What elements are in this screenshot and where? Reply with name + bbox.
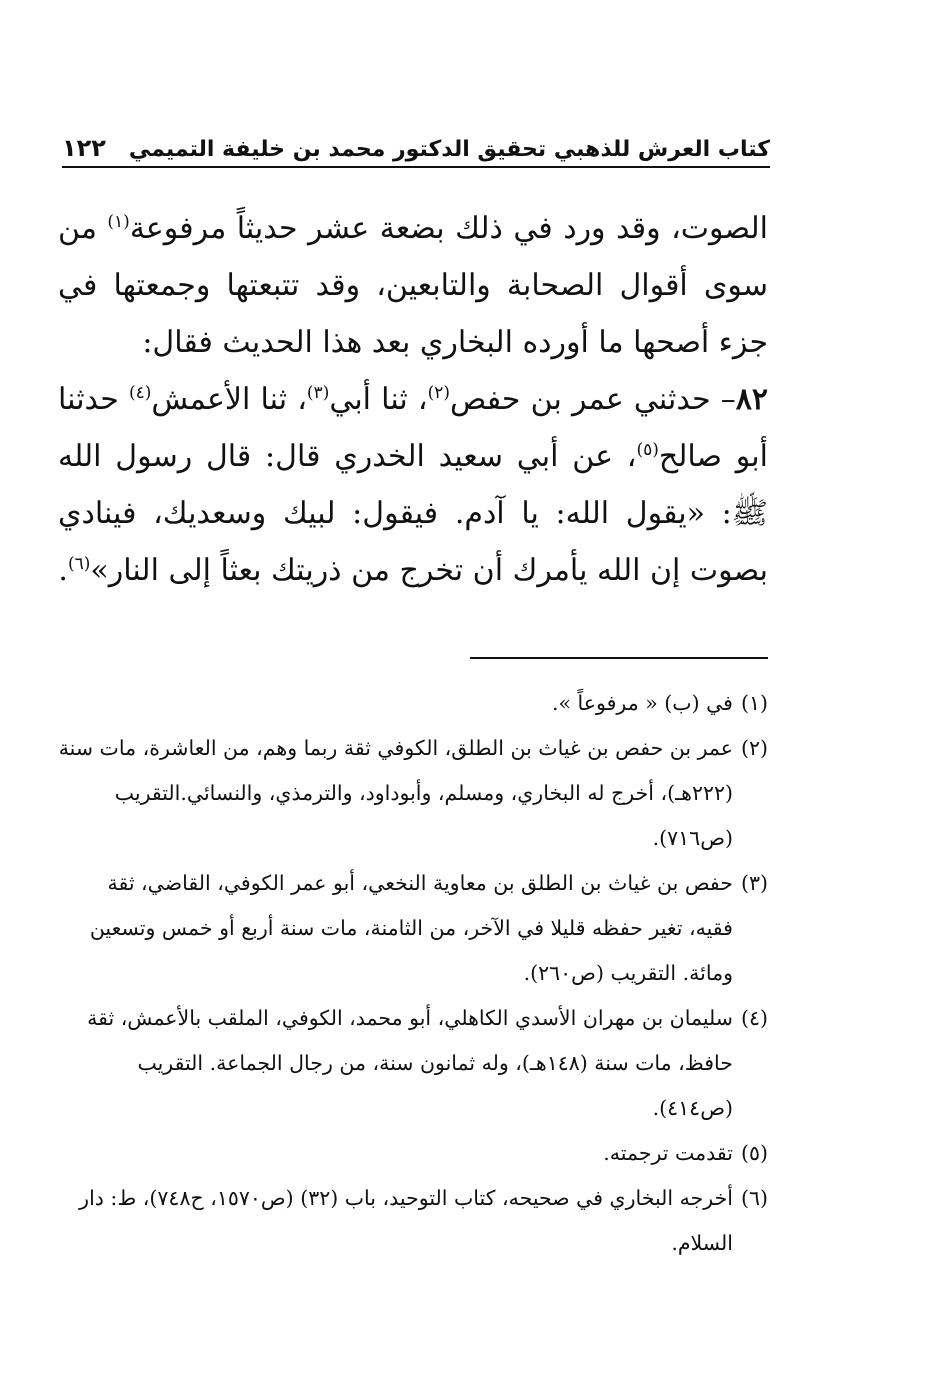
footnote-ref: (٢) xyxy=(427,383,450,403)
footnote-text: أخرجه البخاري في صحيحه، كتاب التوحيد، باب (٣٢) (ص١٥٧٠، ح٧٤٨)، ط: دار السلام. xyxy=(79,1186,733,1255)
intro-paragraph xyxy=(58,200,768,371)
hadith-text: – حدثني عمر بن حفص xyxy=(449,382,736,417)
footnote-separator xyxy=(470,657,768,659)
footnote-number: (٣) xyxy=(740,871,768,895)
footnote-item xyxy=(58,681,768,726)
main-text xyxy=(58,200,768,599)
footnote-number: (٤) xyxy=(740,1006,768,1030)
footnote-number: (٢) xyxy=(740,736,768,760)
footnote-text: حفص بن غياث بن الطلق بن معاوية النخعي، أبو عمر الكوفي، القاضي، ثقة فقيه، تغير حفظه قليلا في الآخر، من الثامنة، مات سنة أربع أو خمس وتسعين ومائة. التقريب (ص٢٦٠). xyxy=(89,871,733,985)
footnote-number: (١) xyxy=(740,691,768,715)
footnote-ref: (٥) xyxy=(636,440,659,460)
footnote-text: سليمان بن مهران الأسدي الكاهلي، أبو محمد، الكوفي، الملقب بالأعمش، ثقة حافظ، مات سنة (١٤٨هـ)، وله ثمانون سنة، من رجال الجماعة. التقريب (ص٤١٤). xyxy=(87,1006,733,1120)
footnote-number: (٦) xyxy=(740,1186,768,1210)
hadith-number: ٨٢ xyxy=(735,382,768,417)
footnote-item xyxy=(58,996,768,1131)
footnote-item xyxy=(58,861,768,996)
footnote-item xyxy=(58,726,768,861)
footnote-text: عمر بن حفص بن غياث بن الطلق، الكوفي ثقة ربما وهم، من العاشرة، مات سنة (٢٢٢هـ)، أخرج له البخاري، ومسلم، وأبوداود، والترمذي، والنسائي.التقريب (ص٧١٦). xyxy=(58,736,733,850)
footnote-ref: (٤) xyxy=(129,383,152,403)
footnote-number: (٥) xyxy=(740,1141,768,1165)
footnote-item xyxy=(58,1176,768,1266)
hadith-text: حدثنا أبو صالح xyxy=(58,382,768,474)
footnote-ref: (١) xyxy=(107,212,130,232)
hadith-text: . xyxy=(58,553,68,588)
footnotes xyxy=(58,681,768,1266)
running-header xyxy=(62,122,770,168)
hadith-text: ، عن أبي سعيد الخدري قال: قال رسول الله ﷺ: «يقول الله: يا آدم. فيقول: لبيك وسعديك، فينادي بصوت إن الله يأمرك أن تخرج من ذريتك بعثاً إلى النار» xyxy=(58,439,768,588)
footnote-text: تقدمت ترجمته. xyxy=(603,1141,733,1165)
intro-text: الصوت، وقد ورد في ذلك بضعة عشر حديثاً مرفوعة xyxy=(129,211,768,246)
book-title: كتاب العرش للذهبي تحقيق الدكتور محمد بن خليفة التميمي xyxy=(128,137,770,162)
hadith-text: ، ثنا الأعمش xyxy=(151,382,307,417)
intro-text: من سوى أقوال الصحابة والتابعين، وقد تتبعتها وجمعتها في جزء أصحها ما أورده البخاري بعد هذا الحديث فقال: xyxy=(58,211,768,360)
footnote-text: في (ب) « مرفوعاً ». xyxy=(551,691,733,715)
footnote-ref: (٦) xyxy=(67,554,91,574)
footnote-item xyxy=(58,1131,768,1176)
page-number: ١٢٢ xyxy=(62,134,106,162)
footnote-ref: (٣) xyxy=(306,383,330,403)
hadith-text: ، ثنا أبي xyxy=(329,382,428,417)
hadith-paragraph xyxy=(58,371,768,599)
